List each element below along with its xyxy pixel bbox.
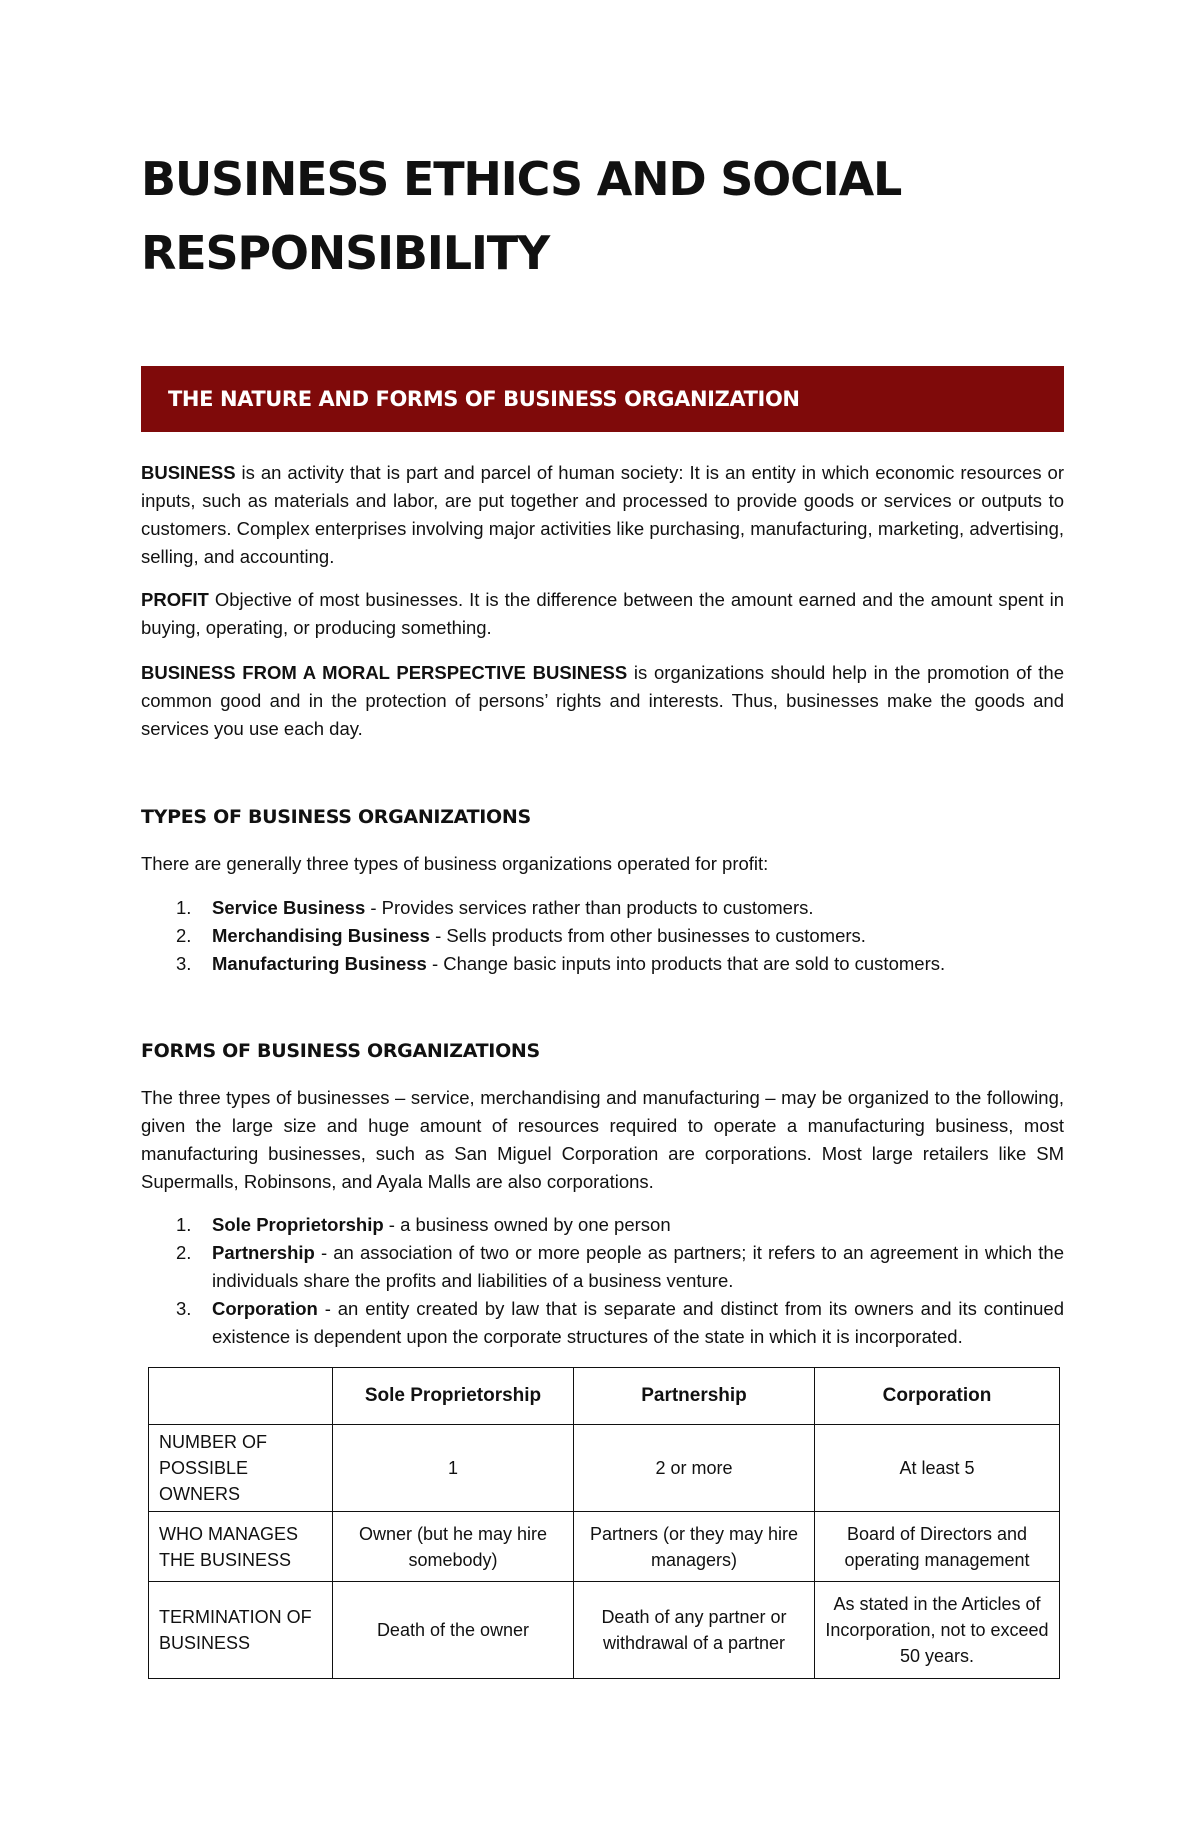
table-header-row [149,1368,1060,1425]
table-cell: At least 5 [815,1425,1060,1512]
table-header-cell: Corporation [815,1368,1060,1425]
table-cell: Partners (or they may hire managers) [574,1512,815,1582]
definition-text: Objective of most businesses. It is the difference between the amount earned and the amount spent in buying, operating, or producing something. [141,589,1064,638]
list-text: - Provides services rather than products to customers. [365,897,814,918]
forms-list [141,1211,1064,1351]
row-label [149,1425,333,1512]
document-title [141,142,1064,290]
table-header-cell: Partnership [574,1368,815,1425]
list-item [141,922,1064,950]
row-label-line: THE BUSINESS [159,1549,292,1570]
forms-heading: FORMS OF BUSINESS ORGANIZATIONS [141,1040,540,1062]
row-label-line: NUMBER OF [159,1432,267,1452]
title-line-1: BUSINESS ETHICS AND SOCIAL [141,152,902,206]
section-banner-text: THE NATURE AND FORMS OF BUSINESS ORGANIZATION [168,387,800,411]
list-number: 3. [176,1298,192,1319]
table-cell: Death of the owner [333,1582,574,1679]
definition-term: BUSINESS FROM A MORAL PERSPECTIVE BUSINESS [141,662,628,683]
table-header-cell [149,1368,333,1425]
list-term: Merchandising Business [212,925,430,946]
row-label-line: BUSINESS [159,1633,251,1653]
row-label-line: TERMINATION OF [159,1607,312,1627]
list-number: 3. [176,953,192,974]
table-cell: Death of any partner or withdrawal of a partner [574,1582,815,1679]
definition-term: BUSINESS [141,462,236,483]
definition-text: is an activity that is part and parcel of human society: It is an entity in which economic resources or inputs, such as materials and labor, are put together and processed to provide goods or services or outputs to customers. Complex enterprises involving major activities like purchasing, manufacturing, marketing, advertising, selling, and accounting. [141,462,1064,567]
row-label [149,1512,333,1582]
list-term: Service Business [212,897,366,918]
table-row [149,1582,1060,1679]
list-number: 1. [176,1214,192,1235]
types-heading: TYPES OF BUSINESS ORGANIZATIONS [141,806,531,828]
table-row [149,1425,1060,1512]
definition-text: is organizations should help in the promotion of the common good and in the protection of persons’ rights and interests. Thus, businesses make the goods and services you use each day. [141,662,1065,739]
list-text: - Change basic inputs into products that are sold to customers. [426,953,946,974]
definition-profit [141,586,1064,642]
types-list [141,894,1064,978]
table-cell: 1 [333,1425,574,1512]
list-term: Sole Proprietorship [212,1214,384,1235]
table-cell: As stated in the Articles of Incorporation, not to exceed 50 years. [815,1582,1060,1679]
row-label-line: POSSIBLE OWNERS [159,1458,249,1504]
definition-term: PROFIT [141,589,209,610]
forms-intro: The three types of businesses – service, merchandising and manufacturing – may be organized to the following, given the large size and huge amount of resources required to operate a manufacturing business, most manufacturing businesses, such as San Miguel Corporation are corporations. Most large retailers like SM Supermalls, Robinsons, and Ayala Malls are also corporations. [141,1087,1064,1192]
table-cell: 2 or more [574,1425,815,1512]
list-item [141,1295,1064,1351]
comparison-table [148,1367,1060,1679]
list-term: Partnership [212,1242,315,1263]
table-header-cell: Sole Proprietorship [333,1368,574,1425]
title-line-2: RESPONSIBILITY [141,226,550,280]
definition-business [141,459,1064,571]
list-term: Corporation [212,1298,318,1319]
list-text: - an entity created by law that is separate and distinct from its owners and its continued existence is dependent upon the corporate structures of the state in which it is incorporated. [212,1298,1064,1347]
definition-moral-perspective [141,659,1064,743]
list-item [141,950,1064,978]
section-banner [141,366,1064,432]
types-intro: There are generally three types of business organizations operated for profit: [141,853,769,874]
list-item [141,894,1064,922]
table-cell: Board of Directors and operating management [815,1512,1060,1582]
list-term: Manufacturing Business [212,953,427,974]
list-text: - a business owned by one person [383,1214,671,1235]
list-number: 2. [176,925,192,946]
row-label [149,1582,333,1679]
row-label-line: WHO MANAGES [159,1523,299,1544]
table-cell: Owner (but he may hire somebody) [333,1512,574,1582]
table-row [149,1512,1060,1582]
list-number: 2. [176,1242,192,1263]
list-number: 1. [176,897,192,918]
list-text: - an association of two or more people as partners; it refers to an agreement in which the individuals share the profits and liabilities of a business venture. [212,1242,1064,1291]
list-item [141,1211,1064,1239]
list-item [141,1239,1064,1295]
list-text: - Sells products from other businesses to customers. [429,925,866,946]
